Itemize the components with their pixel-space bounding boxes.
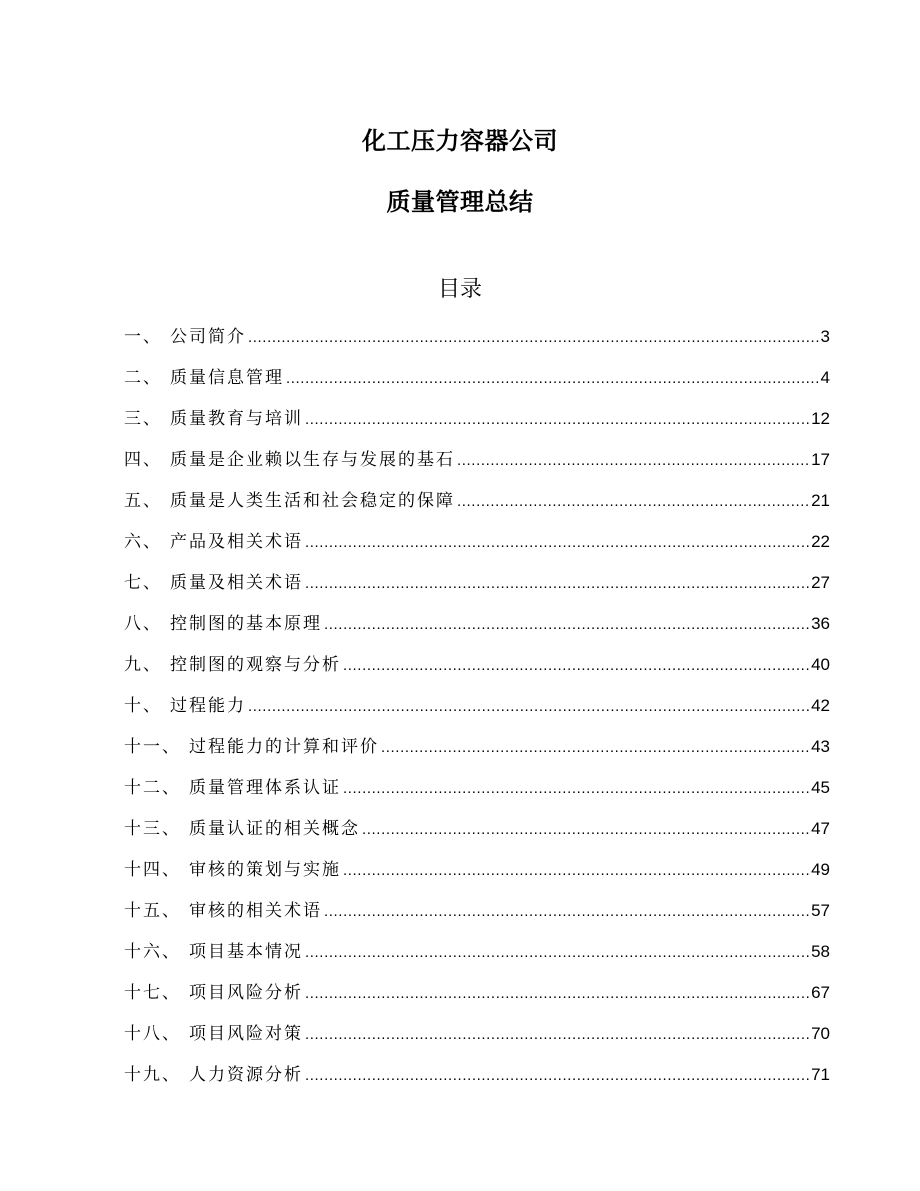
toc-entry-page: 58 xyxy=(811,942,830,961)
toc-entry-label: 项目风险分析 xyxy=(189,983,303,1003)
toc-entry[interactable] xyxy=(124,978,830,1019)
toc-entry-page: 27 xyxy=(811,573,830,592)
toc-entry-number: 八、 xyxy=(124,614,162,634)
toc-entry-page: 57 xyxy=(811,901,830,920)
toc-entry-number: 九、 xyxy=(124,655,162,675)
toc-entry[interactable] xyxy=(124,363,830,404)
document-subtitle: 质量管理总结 xyxy=(386,188,534,216)
toc-leader-dots xyxy=(343,862,810,879)
toc-leader-dots xyxy=(305,534,810,551)
toc-entry-label: 审核的相关术语 xyxy=(189,901,322,921)
toc-entry-label: 质量教育与培训 xyxy=(170,409,303,429)
toc-entry-page: 43 xyxy=(811,737,830,756)
toc-leader-dots xyxy=(305,944,810,961)
toc-leader-dots xyxy=(457,493,810,510)
toc-entry[interactable] xyxy=(124,937,830,978)
toc-entry-label: 质量管理体系认证 xyxy=(189,778,341,798)
toc-entry-label: 审核的策划与实施 xyxy=(189,860,341,880)
toc-entry[interactable] xyxy=(124,404,830,445)
toc-entry-number: 五、 xyxy=(124,491,162,511)
toc-entry-label: 控制图的基本原理 xyxy=(170,614,322,634)
toc-entry-page: 67 xyxy=(811,983,830,1002)
toc-entry-label: 控制图的观察与分析 xyxy=(170,655,341,675)
toc-entry-number: 十三、 xyxy=(124,819,181,839)
toc-entry-number: 十七、 xyxy=(124,983,181,1003)
toc-entry[interactable] xyxy=(124,855,830,896)
toc-entry[interactable] xyxy=(124,773,830,814)
toc-entry-page: 70 xyxy=(811,1024,830,1043)
toc-entry-label: 质量是人类生活和社会稳定的保障 xyxy=(170,491,455,511)
toc-entry-label: 人力资源分析 xyxy=(189,1065,303,1085)
toc-entry-label: 项目风险对策 xyxy=(189,1024,303,1044)
toc-entry-number: 十五、 xyxy=(124,901,181,921)
toc-leader-dots xyxy=(362,821,810,838)
toc-entry-number: 四、 xyxy=(124,450,162,470)
toc-entry-number: 十六、 xyxy=(124,942,181,962)
toc-entry-page: 22 xyxy=(811,532,830,551)
toc-entry-number: 三、 xyxy=(124,409,162,429)
toc-leader-dots xyxy=(457,452,810,469)
toc-leader-dots xyxy=(343,657,810,674)
toc-entry-label: 公司简介 xyxy=(170,327,246,347)
toc-entry[interactable] xyxy=(124,527,830,568)
toc-entry-label: 产品及相关术语 xyxy=(170,532,303,552)
toc-entry-number: 二、 xyxy=(124,368,162,388)
toc-entry-page: 4 xyxy=(820,368,830,387)
toc-entry[interactable] xyxy=(124,568,830,609)
toc-entry[interactable] xyxy=(124,896,830,937)
toc-entry[interactable] xyxy=(124,650,830,691)
toc-entry-number: 七、 xyxy=(124,573,162,593)
toc-entry-number: 六、 xyxy=(124,532,162,552)
toc-entry-number: 十九、 xyxy=(124,1065,181,1085)
toc-heading: 目录 xyxy=(437,277,482,302)
toc-leader-dots xyxy=(305,411,810,428)
toc-entry-page: 49 xyxy=(811,860,830,879)
toc-leader-dots xyxy=(248,698,810,715)
toc-entry-label: 项目基本情况 xyxy=(189,942,303,962)
toc-entry-page: 3 xyxy=(820,327,830,346)
toc-entry-label: 质量信息管理 xyxy=(170,368,284,388)
toc-entry[interactable] xyxy=(124,814,830,855)
toc-entry[interactable] xyxy=(124,732,830,773)
toc-entry-page: 12 xyxy=(811,409,830,428)
toc-entry[interactable] xyxy=(124,691,830,732)
toc-leader-dots xyxy=(305,1067,810,1084)
toc-entry-page: 40 xyxy=(811,655,830,674)
toc-entry-page: 21 xyxy=(811,491,830,510)
toc-entry-label: 质量是企业赖以生存与发展的基石 xyxy=(170,450,455,470)
table-of-contents xyxy=(124,322,830,1101)
toc-entry[interactable] xyxy=(124,322,830,363)
document-title: 化工压力容器公司 xyxy=(362,127,558,155)
toc-entry-label: 质量及相关术语 xyxy=(170,573,303,593)
toc-leader-dots xyxy=(324,903,810,920)
toc-entry[interactable] xyxy=(124,445,830,486)
toc-entry[interactable] xyxy=(124,609,830,650)
toc-leader-dots xyxy=(324,616,810,633)
toc-leader-dots xyxy=(305,575,810,592)
toc-entry[interactable] xyxy=(124,1060,830,1101)
toc-entry-number: 一、 xyxy=(124,327,162,347)
toc-entry-label: 过程能力 xyxy=(170,696,246,716)
toc-entry-number: 十一、 xyxy=(124,737,181,757)
toc-leader-dots xyxy=(343,780,810,797)
toc-entry-page: 17 xyxy=(811,450,830,469)
toc-entry-page: 42 xyxy=(811,696,830,715)
toc-entry-label: 质量认证的相关概念 xyxy=(189,819,360,839)
toc-leader-dots xyxy=(248,329,820,346)
toc-entry-number: 十四、 xyxy=(124,860,181,880)
toc-entry-page: 36 xyxy=(811,614,830,633)
toc-leader-dots xyxy=(286,370,820,387)
toc-entry-page: 47 xyxy=(811,819,830,838)
toc-leader-dots xyxy=(305,1026,810,1043)
toc-entry[interactable] xyxy=(124,1019,830,1060)
toc-leader-dots xyxy=(305,985,810,1002)
toc-entry-page: 45 xyxy=(811,778,830,797)
toc-entry-number: 十八、 xyxy=(124,1024,181,1044)
toc-entry-page: 71 xyxy=(811,1065,830,1084)
toc-entry-label: 过程能力的计算和评价 xyxy=(189,737,379,757)
toc-leader-dots xyxy=(381,739,810,756)
toc-entry[interactable] xyxy=(124,486,830,527)
toc-entry-number: 十、 xyxy=(124,696,162,716)
toc-entry-number: 十二、 xyxy=(124,778,181,798)
